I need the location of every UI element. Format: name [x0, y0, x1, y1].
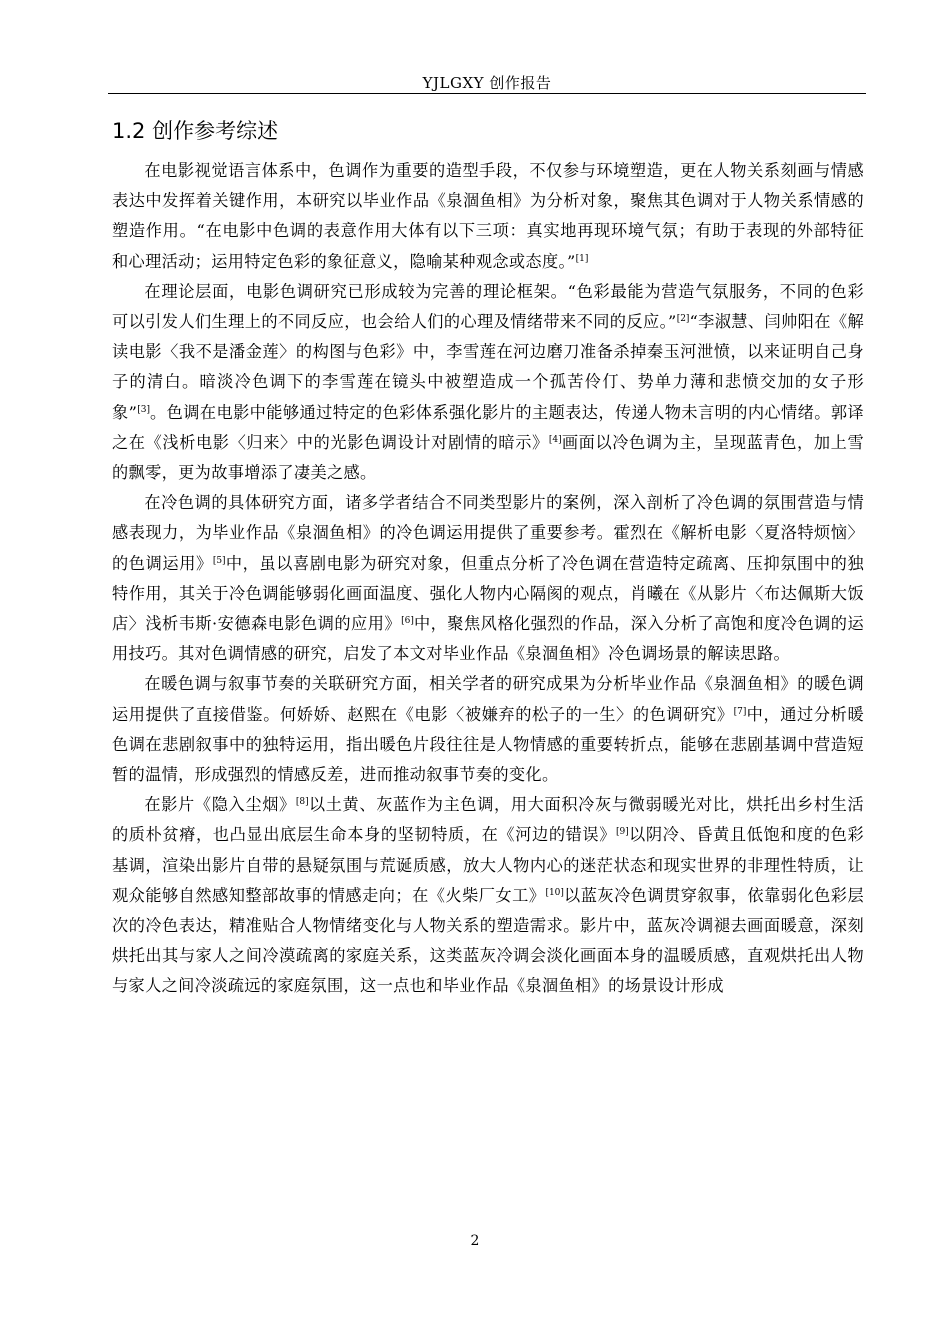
paragraph-5: [112, 790, 864, 1001]
paragraph-4: [112, 669, 864, 790]
citation-ref: [4]: [548, 434, 562, 445]
citation-ref: [2]: [676, 314, 690, 325]
text-run: 在电影视觉语言体系中，色调作为重要的造型手段，不仅参与环境塑造，更在人物关系刻画与情感表达中发挥着关键作用，本研究以毕业作品《泉涸鱼相》为分析对象，聚焦其色调对于人物关系情感的塑造作用。“在电影中色调的表意作用大体有以下三项：真实地再现环境气氛；有助于表现的外部特征和心理活动；运用特定色彩的象征意义，隐喻某种观念或态度。”: [112, 161, 864, 271]
text-run: 画面以冷色调为主，呈现蓝青色，加上雪的飘零，更为故事增添了凄美之感。: [112, 432, 864, 483]
text-run: 中，聚焦风格化强烈的作品，深入分析了高饱和度冷色调的运用技巧。其对色调情感的研究，启发了本文对毕业作品《泉涸鱼相》冷色调场景的解读思路。: [112, 614, 864, 664]
citation-ref: [1]: [575, 253, 589, 264]
citation-ref: [3]: [137, 404, 150, 415]
text-run: 。色调在电影中能够通过特定的色彩体系强化影片的主题表达，传递人物未言明的内心情绪。郭译之在《浅析电影〈归来〉中的光影色调设计对剧情的暗示》: [112, 402, 864, 452]
citation-ref: [9]: [616, 827, 629, 838]
paragraph-1: [112, 156, 864, 277]
text-run: 以阴冷、昏黄且低饱和度的色彩基调，渲染出影片自带的悬疑氛围与荒诞质感，放大人物内心的迷茫状态和现实世界的非理性特质，让观众能够自然感知整部故事的情感走向；在《火柴厂女工》: [112, 825, 864, 905]
body-text: [112, 156, 864, 1002]
text-run: “李淑慧、闫帅阳在《解读电影〈我不是潘金莲〉的构图与色彩》中，李雪莲在河边磨刀准备杀掉秦玉河泄愤，以来证明自己身子的清白。暗淡冷色调下的李雪莲在镜头中被塑造成一个孤苦伶仃、势单力薄和悲愤交加的女子形象”: [112, 312, 864, 422]
text-run: 中，通过分析暖色调在悲剧叙事中的独特运用，指出暖色片段往往是人物情感的重要转折点，能够在悲剧基调中营造短暂的温情，形成强烈的情感反差，进而推动叙事节奏的变化。: [112, 704, 864, 785]
citation-ref: [6]: [401, 616, 414, 627]
text-run: 在影片《隐入尘烟》: [144, 795, 296, 815]
running-header: YJLGXY 创作报告: [422, 74, 552, 92]
citation-ref: [8]: [295, 797, 309, 808]
header-rule: [108, 93, 866, 94]
citation-ref: [7]: [733, 706, 747, 717]
citation-ref: [10]: [545, 887, 564, 898]
text-run: 以蓝灰冷色调贯穿叙事，依靠弱化色彩层次的冷色表达，精准贴合人物情绪变化与人物关系的塑造需求。影片中，蓝灰冷调褪去画面暖意，深刻烘托出其与家人之间冷漠疏离的家庭关系，这类蓝灰冷调会淡化画面本身的温暖质感，直观烘托出人物与家人之间冷淡疏远的家庭氛围，这一点也和毕业作品《泉涸鱼相》的场景设计形成: [112, 885, 864, 996]
section-title: 1.2 创作参考综述: [112, 119, 279, 143]
text-run: 在暖色调与叙事节奏的关联研究方面，相关学者的研究成果为分析毕业作品《泉涸鱼相》的暖色调运用提供了直接借鉴。何娇娇、赵熙在《电影〈被嫌弃的松子的一生〉的色调研究》: [112, 674, 864, 724]
text-run: 以土黄、灰蓝作为主色调，用大面积冷灰与微弱暖光对比，烘托出乡村生活的质朴贫瘠，也凸显出底层生命本身的坚韧特质，在《河边的错误》: [112, 795, 864, 845]
text-run: 在理论层面，电影色调研究已形成较为完善的理论框架。“色彩最能为营造气氛服务，不同的色彩可以引发人们生理上的不同反应，也会给人们的心理及情绪带来不同的反应。”: [112, 281, 864, 332]
text-run: 在冷色调的具体研究方面，诸多学者结合不同类型影片的案例，深入剖析了冷色调的氛围营造与情感表现力，为毕业作品《泉涸鱼相》的冷色调运用提供了重要参考。霍烈在《解析电影〈夏洛特烦恼〉的色调运用》: [112, 493, 864, 573]
citation-ref: [5]: [212, 555, 226, 566]
paragraph-3: [112, 488, 864, 669]
text-run: 中，虽以喜剧电影为研究对象，但重点分析了冷色调在营造特定疏离、压抑氛围中的独特作用，其关于冷色调能够弱化画面温度、强化人物内心隔阂的观点，肖曦在《从影片〈布达佩斯大饭店〉浅析韦斯·安德森电影色调的应用》: [112, 553, 864, 634]
paragraph-2: [112, 277, 864, 488]
page-number: 2: [470, 1233, 480, 1249]
